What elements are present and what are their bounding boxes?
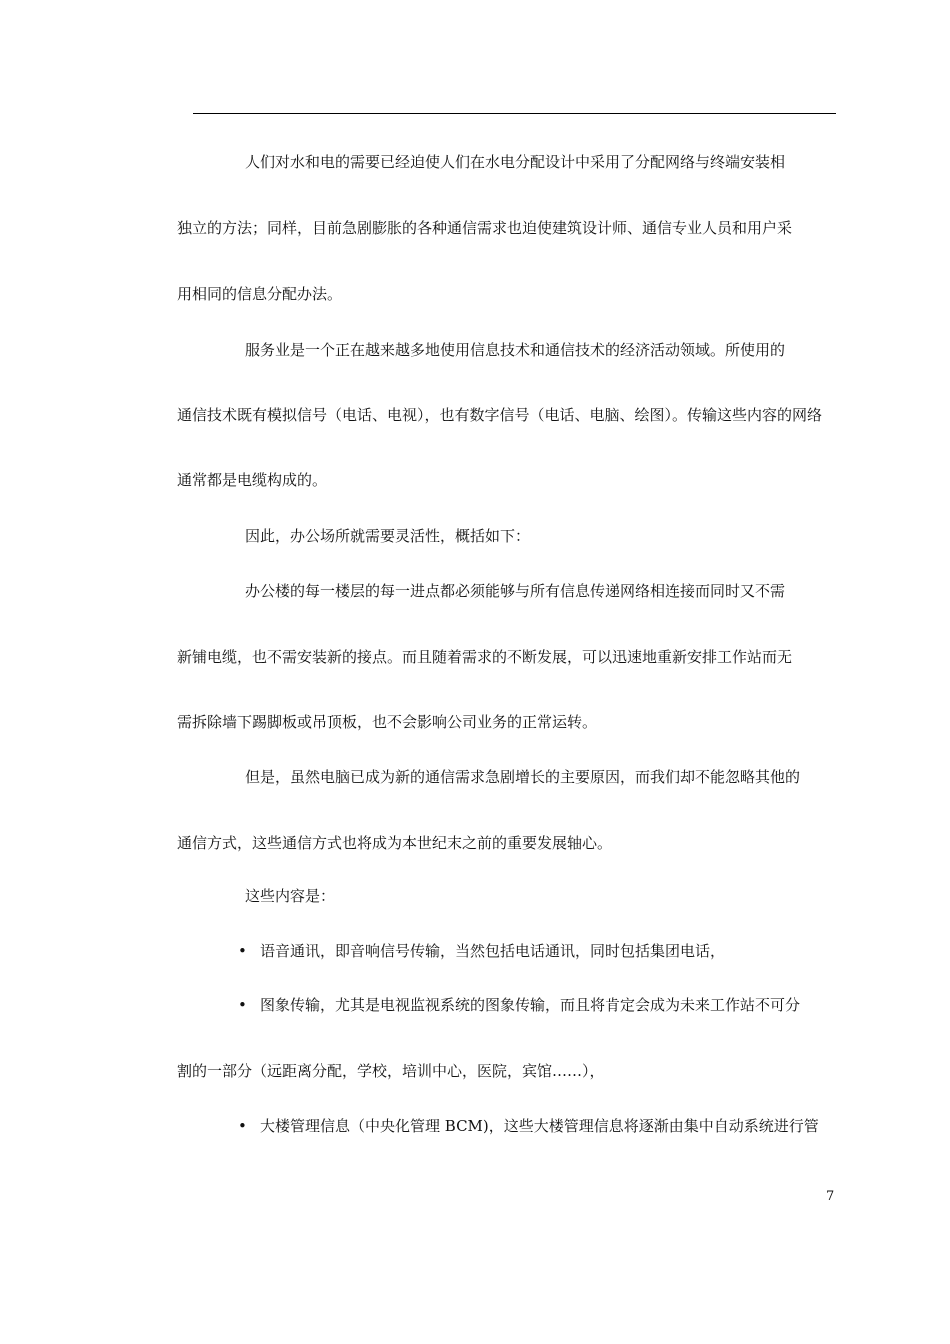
paragraph-6-line-1: 这些内容是：	[245, 887, 336, 905]
paragraph-2-line-2: 通信技术既有模拟信号（电话、电视），也有数字信号（电话、电脑、绘图）。传输这些内容的网络	[177, 406, 823, 424]
bullet-item-2	[238, 995, 800, 1015]
page-number: 7	[826, 1189, 835, 1204]
bullet-item-1	[238, 941, 725, 961]
bullet-icon: •	[238, 1117, 247, 1135]
header-rule	[193, 113, 836, 114]
bullet-icon: •	[238, 942, 247, 960]
bullet-item-2-line-2: 割的一部分（远距离分配，学校，培训中心，医院，宾馆……），	[177, 1062, 605, 1080]
paragraph-1-line-2: 独立的方法；同样，目前急剧膨胀的各种通信需求也迫使建筑设计师、通信专业人员和用户采	[177, 219, 793, 237]
paragraph-5-line-1: 但是，虽然电脑已成为新的通信需求急剧增长的主要原因，而我们却不能忽略其他的	[245, 768, 801, 786]
bullet-item-2-text: 图象传输，尤其是电视监视系统的图象传输，而且将肯定会成为未来工作站不可分	[260, 996, 801, 1014]
paragraph-4-line-1: 办公楼的每一楼层的每一进点都必须能够与所有信息传递网络相连接而同时又不需	[245, 582, 786, 600]
bullet-icon: •	[238, 996, 247, 1014]
paragraph-4-line-3: 需拆除墙下踢脚板或吊顶板，也不会影响公司业务的正常运转。	[177, 713, 598, 731]
paragraph-5-line-2: 通信方式，这些通信方式也将成为本世纪末之前的重要发展轴心。	[177, 834, 613, 852]
bullet-item-3-text: 大楼管理信息（中央化管理 BCM)，这些大楼管理信息将逐渐由集中自动系统进行管	[260, 1117, 819, 1135]
paragraph-3-line-1: 因此，办公场所就需要灵活性，概括如下：	[245, 527, 531, 545]
paragraph-2-line-1: 服务业是一个正在越来越多地使用信息技术和通信技术的经济活动领域。所使用的	[245, 341, 786, 359]
bullet-item-1-text: 语音通讯，即音响信号传输，当然包括电话通讯，同时包括集团电话，	[260, 942, 726, 960]
paragraph-4-line-2: 新铺电缆，也不需安装新的接点。而且随着需求的不断发展，可以迅速地重新安排工作站而无	[177, 648, 793, 666]
bullet-item-3	[238, 1116, 819, 1136]
paragraph-2-line-3: 通常都是电缆构成的。	[177, 471, 328, 489]
paragraph-1-line-1: 人们对水和电的需要已经迫使人们在水电分配设计中采用了分配网络与终端安装相	[245, 153, 786, 171]
paragraph-1-line-3: 用相同的信息分配办法。	[177, 285, 343, 303]
